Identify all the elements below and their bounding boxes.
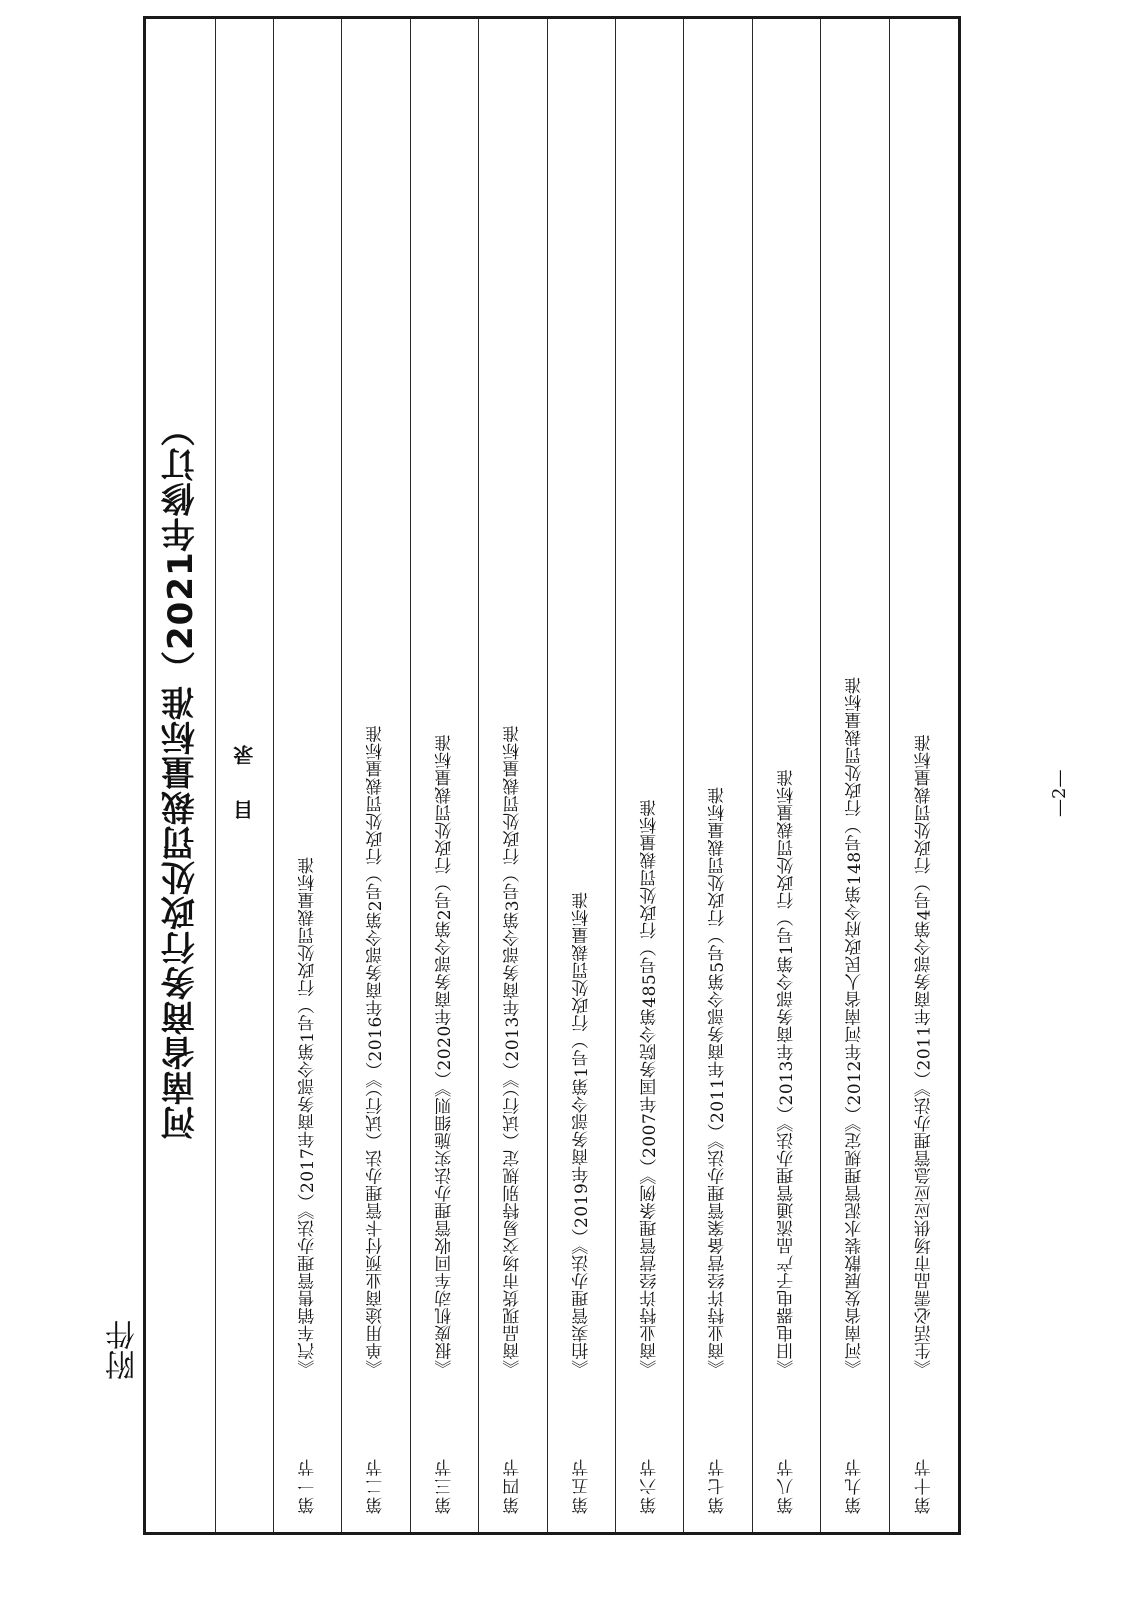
- toc-row: [890, 19, 958, 1532]
- toc-row: [479, 19, 547, 1532]
- toc-row-section: 第六节: [640, 1457, 661, 1514]
- toc-row: [548, 19, 616, 1532]
- toc-row: [274, 19, 342, 1532]
- toc-row-text: 《拍卖管理办法》（2019年商务部令第1号）行政处罚裁量标准: [571, 891, 592, 1377]
- toc-row-section: 第四节: [503, 1457, 524, 1514]
- title-cell: [146, 19, 216, 1532]
- toc-row-text: 《单用途商业预付卡管理办法（试行）》（2016年商务部令第2号）行政处罚裁量标准: [366, 724, 387, 1377]
- toc-row-text: 《商业特许经营备案管理办法》（2011年商务部令第5号）行政处罚裁量标准: [708, 786, 729, 1377]
- page-number: —2—: [1049, 769, 1070, 817]
- toc-table: [143, 16, 961, 1535]
- toc-row-text: 《报废机动车回收管理办法实施细则》（2020年商务部令第2号）行政处罚裁量标准: [434, 733, 455, 1377]
- toc-row-section: 第一节: [298, 1457, 319, 1514]
- toc-heading-cell: [216, 19, 274, 1532]
- toc-row: [342, 19, 410, 1532]
- toc-row: [821, 19, 889, 1532]
- toc-row-text: 《商业特许经营管理条例》（2007年国务院令第485号）行政处罚裁量标准: [640, 798, 661, 1377]
- toc-row-text: 《汽车销售管理办法》（2017年商务部令第1号）行政处罚裁量标准: [298, 856, 319, 1377]
- document-title: 河南省商务行政处罚裁量标准（2021年修订）: [161, 411, 202, 1140]
- toc-row: [684, 19, 752, 1532]
- toc-row: [753, 19, 821, 1532]
- attachment-label: 附件: [106, 1320, 141, 1380]
- toc-row-section: 第七节: [708, 1457, 729, 1514]
- toc-heading: 目 录: [233, 731, 258, 820]
- toc-row-text: 《旧电器电子产品流通管理办法》（2013年商务部令第1号）行政处罚裁量标准: [776, 768, 797, 1377]
- toc-row-text: 《生活必需品市场供应应急管理办法》（2011年商务部令第4号）行政处罚裁量标准: [914, 733, 935, 1377]
- toc-row-section: 第九节: [845, 1457, 866, 1514]
- toc-row-section: 第十节: [914, 1457, 935, 1514]
- toc-row-section: 第二节: [366, 1457, 387, 1514]
- toc-row-section: 第八节: [776, 1457, 797, 1514]
- toc-row-section: 第五节: [571, 1457, 592, 1514]
- toc-row-section: 第三节: [434, 1457, 455, 1514]
- toc-row-text: 《河南省发展散装水泥管理规定》（2012年河南省人民政府令第148号）行政处罚裁量标准: [845, 676, 866, 1377]
- toc-row: [411, 19, 479, 1532]
- toc-row: [616, 19, 684, 1532]
- toc-row-text: 《商品现货市场交易特别规定（试行）》（2013年商务部令第3号）行政处罚裁量标准: [503, 724, 524, 1377]
